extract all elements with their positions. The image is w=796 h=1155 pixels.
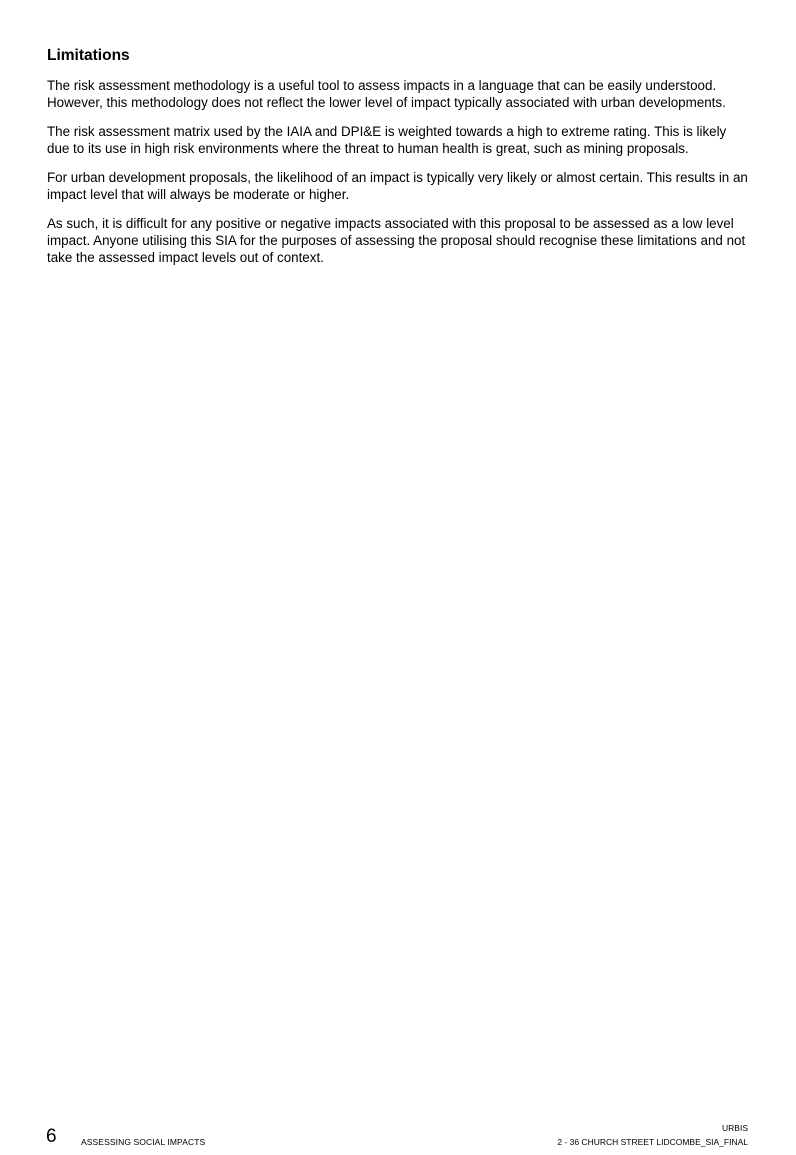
footer-document-name: 2 - 36 CHURCH STREET LIDCOMBE_SIA_FINAL	[557, 1137, 748, 1147]
page-number: 6	[46, 1126, 57, 1147]
page-content	[47, 46, 752, 278]
paragraph-urban-likelihood: For urban development proposals, the likelihood of an impact is typically very likely or almost certain. This results in an impact level that will always be moderate or higher.	[47, 170, 748, 202]
paragraph-context-warning: As such, it is difficult for any positive or negative impacts associated with this proposal to be assessed as a low level impact. Anyone utilising this SIA for the purposes of assessing the proposal should recognise these limitations and not take the assessed impact levels out of context.	[47, 216, 746, 265]
footer-company-name: URBIS	[722, 1123, 748, 1133]
footer-section-title: ASSESSING SOCIAL IMPACTS	[81, 1137, 206, 1147]
paragraph-risk-matrix: The risk assessment matrix used by the IAIA and DPI&E is weighted towards a high to extreme rating. This is likely due to its use in high risk environments where the threat to human health is great, such as mining proposals.	[47, 124, 727, 156]
section-heading: Limitations	[47, 47, 130, 64]
paragraph-methodology: The risk assessment methodology is a useful tool to assess impacts in a language that can be easily understood. However, this methodology does not reflect the lower level of impact typically associated with urban developments.	[47, 78, 726, 110]
